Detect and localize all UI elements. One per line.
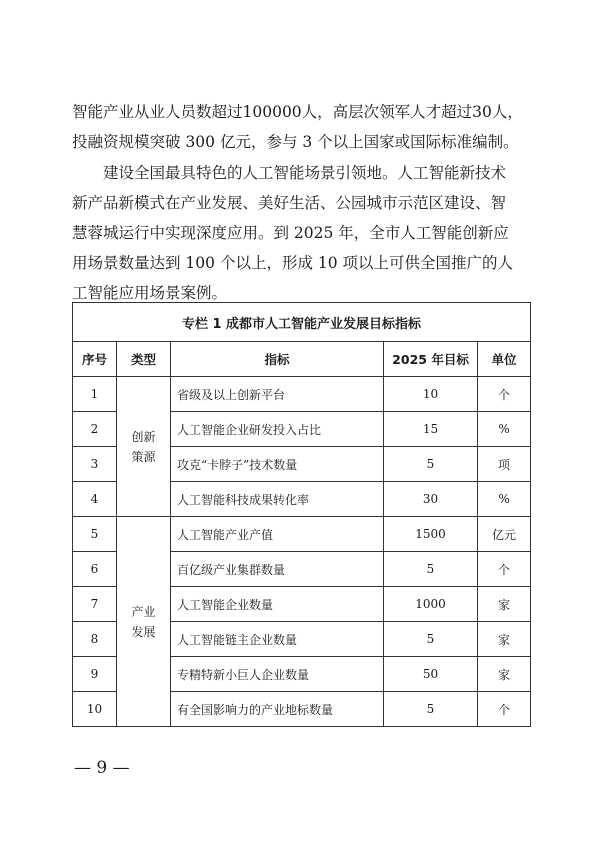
paragraph-line: 投融资规模突破 300 亿元，参与 3 个以上国家或国际标准编制。 [72,133,519,151]
metric-cell: 省级及以上创新平台 [171,377,384,412]
table-row [73,517,531,552]
target-cell: 5 [384,552,478,587]
page-number: — 9 — [74,758,130,778]
category-label: 发展 [131,624,156,639]
paragraph-2 [72,158,532,308]
category-cell [117,517,171,727]
row-number: 5 [73,517,117,552]
target-cell: 50 [384,657,478,692]
unit-cell: 个 [478,692,531,727]
header-category: 类型 [117,342,171,377]
target-cell: 5 [384,622,478,657]
category-label: 产业 [131,604,156,619]
category-label: 策源 [131,449,156,464]
target-cell: 5 [384,447,478,482]
row-number: 4 [73,482,117,517]
row-number: 2 [73,412,117,447]
metric-cell: 攻克“卡脖子”技术数量 [171,447,384,482]
table-body [73,377,531,727]
unit-cell: 项 [478,447,531,482]
row-number: 9 [73,657,117,692]
unit-cell: 个 [478,552,531,587]
table-caption: 专栏 1 成都市人工智能产业发展目标指标 [73,303,531,342]
paragraph-line: 用场景数量达到 100 个以上，形成 10 项以上可供全国推广的人 [72,254,514,272]
metric-cell: 专精特新小巨人企业数量 [171,657,384,692]
row-number: 10 [73,692,117,727]
target-cell: 1000 [384,587,478,622]
row-number: 3 [73,447,117,482]
paragraph-line: 工智能应用场景案例。 [72,284,228,302]
target-cell: 5 [384,692,478,727]
row-number: 1 [73,377,117,412]
unit-cell: 个 [478,377,531,412]
paragraph-line: 建设全国最具特色的人工智能场景引领地。人工智能新技术 [72,164,507,182]
category-label: 创新 [131,429,156,444]
target-indicator-table [72,302,530,727]
row-number: 6 [73,552,117,587]
table-row [73,377,531,412]
metric-cell: 人工智能产业产值 [171,517,384,552]
target-cell: 15 [384,412,478,447]
paragraph-line: 智能产业从业人员数超过100000人，高层次领军人才超过30人， [72,103,523,121]
header-unit: 单位 [478,342,531,377]
metric-cell: 人工智能企业数量 [171,587,384,622]
target-cell: 30 [384,482,478,517]
paragraph-1 [72,97,532,157]
paragraph-line: 新产品新模式在产业发展、美好生活、公园城市示范区建设、智 [72,194,507,212]
row-number: 8 [73,622,117,657]
header-no: 序号 [73,342,117,377]
paragraph-line: 慧蓉城运行中实现深度应用。到 2025 年，全市人工智能创新应 [72,224,509,242]
metric-cell: 百亿级产业集群数量 [171,552,384,587]
unit-cell: % [478,412,531,447]
header-metric: 指标 [171,342,384,377]
row-number: 7 [73,587,117,622]
target-cell: 10 [384,377,478,412]
header-target: 2025 年目标 [384,342,478,377]
target-cell: 1500 [384,517,478,552]
unit-cell: 家 [478,657,531,692]
metric-cell: 人工智能科技成果转化率 [171,482,384,517]
metric-cell: 人工智能链主企业数量 [171,622,384,657]
metric-cell: 人工智能企业研发投入占比 [171,412,384,447]
unit-cell: 亿元 [478,517,531,552]
unit-cell: 家 [478,622,531,657]
metric-cell: 有全国影响力的产业地标数量 [171,692,384,727]
unit-cell: 家 [478,587,531,622]
category-cell [117,377,171,517]
unit-cell: % [478,482,531,517]
